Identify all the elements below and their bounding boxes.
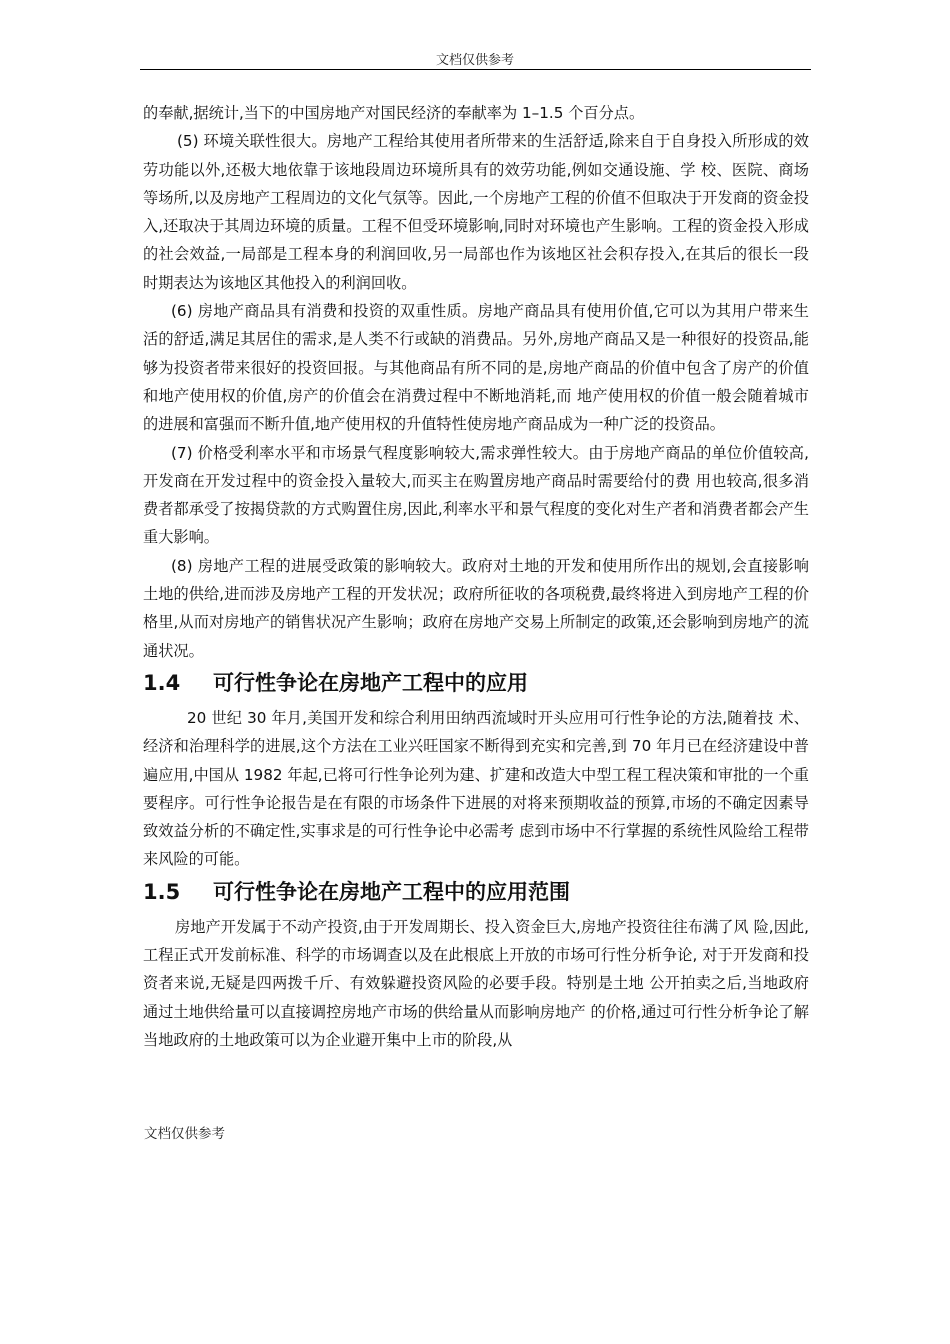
section-number: 1.5 — [143, 879, 181, 904]
paragraph-item-6: (6) 房地产商品具有消费和投资的双重性质。房地产商品具有使用价值,它可以为其用户带来生活的舒适,满足其居住的需求,是人类不行或缺的消费品。另外,房地产商品又是一种很好的投资品,能够为投资者带来很好的投资回报。与其他商品有所不同的是,房地产商品的价值中包含了房产的价值和地产使用权的价值,房产的价值会在消费过程中不断地消耗,而 地产使用权的价值一般会随着城市的进展和富强而不断升值,地产使用权的升值特性使房地产商品成为一种广泛的投资品。 — [143, 302, 809, 434]
header-rule — [140, 69, 811, 70]
section-heading-1-4 — [143, 668, 809, 698]
section-number: 1.4 — [143, 670, 181, 695]
section-heading-1-5 — [143, 877, 809, 907]
page-footer: 文档仅供参考 — [144, 1126, 225, 1142]
document-body — [143, 99, 809, 1054]
paragraph-item-5: (5) 环境关联性很大。房地产工程给其使用者所带来的生活舒适,除来自于自身投入所形成的效劳功能以外,还极大地依靠于该地段周边环境所具有的效劳功能,例如交通设施、学 校、医院、商场等场所,以及房地产工程周边的文化气氛等。因此,一个房地产工程的价值不但取决于开发商的资金投入,还取决于其周边环境的质量。工程不但受环境影响,同时对环境也产生影响。工程的资金投入形成的社会效益,一局部是工程本身的利润回收,另一局部也作为该地区社会积存投入,在其后的很长一段时期表达为该地区其他投入的利润回收。 — [143, 132, 809, 292]
page-header: 文档仅供参考 — [435, 53, 514, 68]
paragraph-item-8: (8) 房地产工程的进展受政策的影响较大。政府对土地的开发和使用所作出的规划,会直接影响土地的供给,进而涉及房地产工程的开发状况；政府所征收的各项税费,最终将进入到房地产工程的价格里,从而对房地产的销售状况产生影响；政府在房地产交易上所制定的政策,还会影响到房地产的流通状况。 — [143, 556, 809, 660]
section-title: 可行性争论在房地产工程中的应用范围 — [213, 879, 570, 904]
paragraph-item-7: (7) 价格受利率水平和市场景气程度影响较大,需求弹性较大。由于房地产商品的单位价值较高,开发商在开发过程中的资金投入量较大,而买主在购置房地产商品时需要给付的费 用也较高,很多消费者都承受了按揭贷款的方式购置住房,因此,利率水平和景气程度的变化对生产者和消费者都会产生重大影响。 — [143, 443, 809, 547]
paragraph-section-1-5: 房地产开发属于不动产投资,由于开发周期长、投入资金巨大,房地产投资往往布满了风 险,因此,工程正式开发前标准、科学的市场调查以及在此根底上开放的市场可行性分析争论, 对于开发商和投资者来说,无疑是四两拨千斤、有效躲避投资风险的必要手段。特别是土地 公开拍卖之后,当地政府通过土地供给量可以直接调控房地产市场的供给量从而影响房地产 的价格,通过可行性分析争论了解当地政府的土地政策可以为企业避开集中上市的阶段,从 — [143, 917, 809, 1049]
section-title: 可行性争论在房地产工程中的应用 — [213, 670, 528, 695]
paragraph-section-1-4: 20 世纪 30 年月,美国开发和综合利用田纳西流域时开头应用可行性争论的方法,随着技 术、经济和治理科学的进展,这个方法在工业兴旺国家不断得到充实和完善,到 70 年月已在经济建设中普遍应用,中国从 1982 年起,已将可行性争论列为建、扩建和改造大中型工程工程决策和审批的一个重要程序。可行性争论报告是在有限的市场条件下进展的对将来预期收益的预算,市场的不确定因素导致效益分析的不确定性,实事求是的可行性争论中必需考 虑到市场中不行掌握的系统性风险给工程带来风险的可能。 — [143, 708, 809, 869]
paragraph-intro: 的奉献,据统计,当下的中国房地产对国民经济的奉献率为 1–1.5 个百分点。 — [143, 104, 645, 122]
